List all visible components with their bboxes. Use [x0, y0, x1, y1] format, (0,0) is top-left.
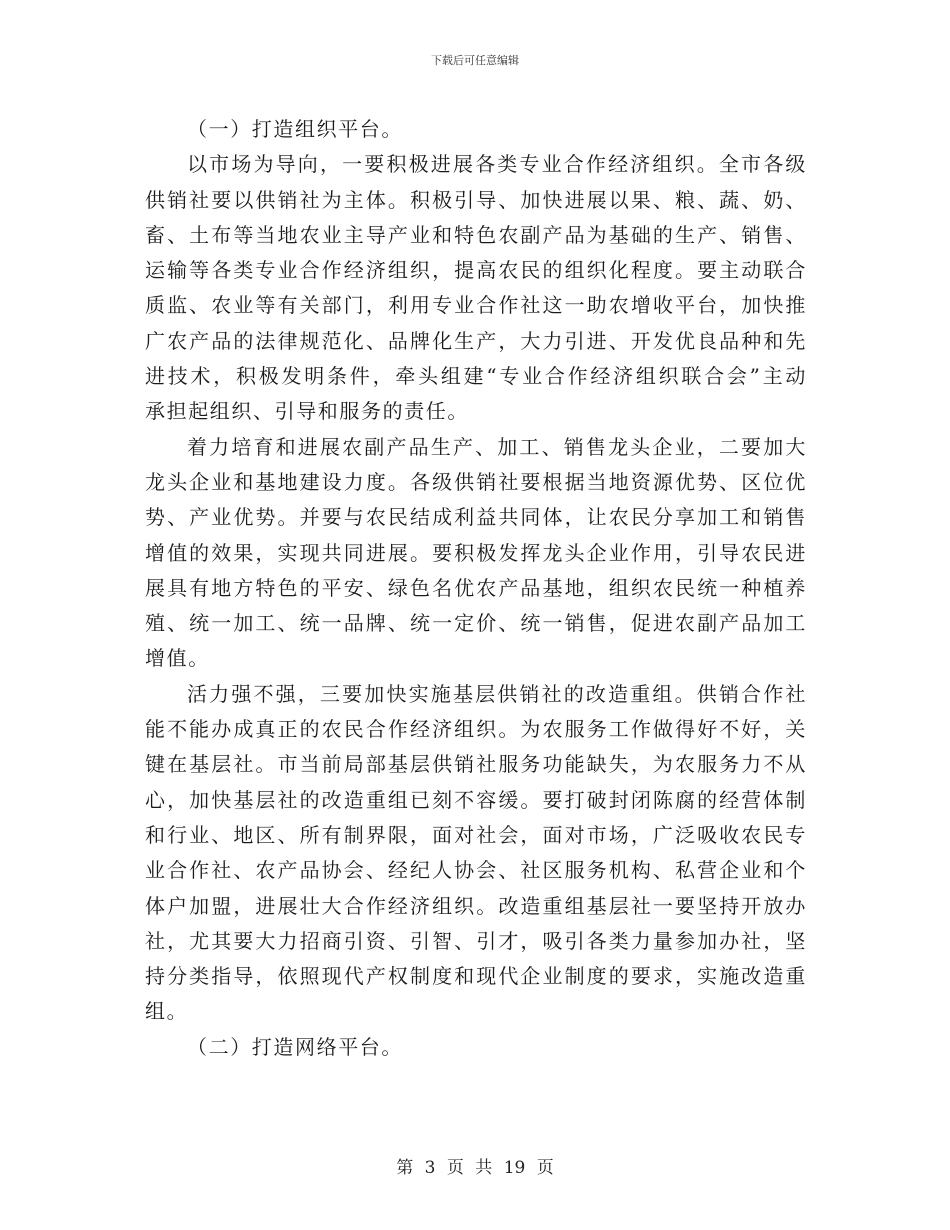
paragraph-line: 势、产业优势。并要与农民结成利益共同体，让农民分享加工和销售 [145, 505, 807, 530]
paragraph-line: 和行业、地区、所有制界限，面对社会，面对市场，广泛吸收农民专 [145, 822, 807, 847]
paragraph [145, 677, 807, 1030]
heading-text: （一）打造组织平台。 [187, 117, 403, 141]
paragraph-line: 体户加盟，进展壮大合作经济组织。改造重组基层社一要坚持开放办 [145, 893, 807, 918]
paragraph-line: 增值。 [145, 646, 210, 671]
paragraph-line: 质监、农业等有关部门，利用专业合作社这一助农增收平台，加快推 [145, 293, 807, 318]
page-header: 下载后可任意编辑 [431, 54, 519, 67]
paragraph [145, 147, 807, 429]
paragraph-line: 持分类指导，依照现代产权制度和现代企业制度的要求，实施改造重 [145, 964, 807, 989]
paragraph-line: 增值的效果，实现共同进展。要积极发挥龙头企业作用，引导农民进 [145, 540, 807, 565]
paragraph-line: 社，尤其要大力招商引资、引智、引才，吸引各类力量参加办社，坚 [145, 928, 807, 953]
section-heading [145, 1030, 807, 1065]
paragraph-line: 畜、土布等当地农业主导产业和特色农副产品为基础的生产、销售、 [145, 222, 807, 247]
paragraph-line: 进技术，积极发明条件，牵头组建“专业合作经济组织联合会”主动 [145, 364, 807, 389]
paragraph-line: 以市场为导向，一要积极进展各类专业合作经济组织。全市各级 [187, 152, 807, 177]
paragraph-line: 殖、统一加工、统一品牌、统一定价、统一销售，促进农副产品加工 [145, 611, 807, 636]
paragraph-line: 供销社要以供销社为主体。积极引导、加快进展以果、粮、蔬、奶、 [145, 187, 807, 212]
paragraph-line: 承担起组织、引导和服务的责任。 [145, 399, 469, 424]
paragraph-line: 活力强不强，三要加快实施基层供销社的改造重组。供销合作社 [187, 681, 807, 706]
paragraph-line: 龙头企业和基地建设力度。各级供销社要根据当地资源优势、区位优 [145, 469, 807, 494]
paragraph-line: 能不能办成真正的农民合作经济组织。为农服务工作做得好不好，关 [145, 717, 807, 742]
document-body [145, 112, 807, 1065]
paragraph-line: 运输等各类专业合作经济组织，提高农民的组织化程度。要主动联合 [145, 258, 807, 283]
paragraph-line: 广农产品的法律规范化、品牌化生产，大力引进、开发优良品种和先 [145, 328, 807, 353]
paragraph-line: 键在基层社。市当前局部基层供销社服务功能缺失，为农服务力不从 [145, 752, 807, 777]
paragraph [145, 430, 807, 677]
paragraph-line: 业合作社、农产品协会、经纪人协会、社区服务机构、私营企业和个 [145, 858, 807, 883]
paragraph-line: 心，加快基层社的改造重组已刻不容缓。要打破封闭陈腐的经营体制 [145, 787, 807, 812]
section-heading [145, 112, 807, 147]
paragraph-line: 展具有地方特色的平安、绿色名优农产品基地，组织农民统一种植养 [145, 575, 807, 600]
heading-text: （二）打造网络平台。 [187, 1034, 403, 1059]
paragraph-line: 组。 [145, 999, 189, 1024]
page-footer: 第 3 页 共 19 页 [396, 1158, 554, 1178]
paragraph-line: 着力培育和进展农副产品生产、加工、销售龙头企业，二要加大 [187, 434, 807, 459]
